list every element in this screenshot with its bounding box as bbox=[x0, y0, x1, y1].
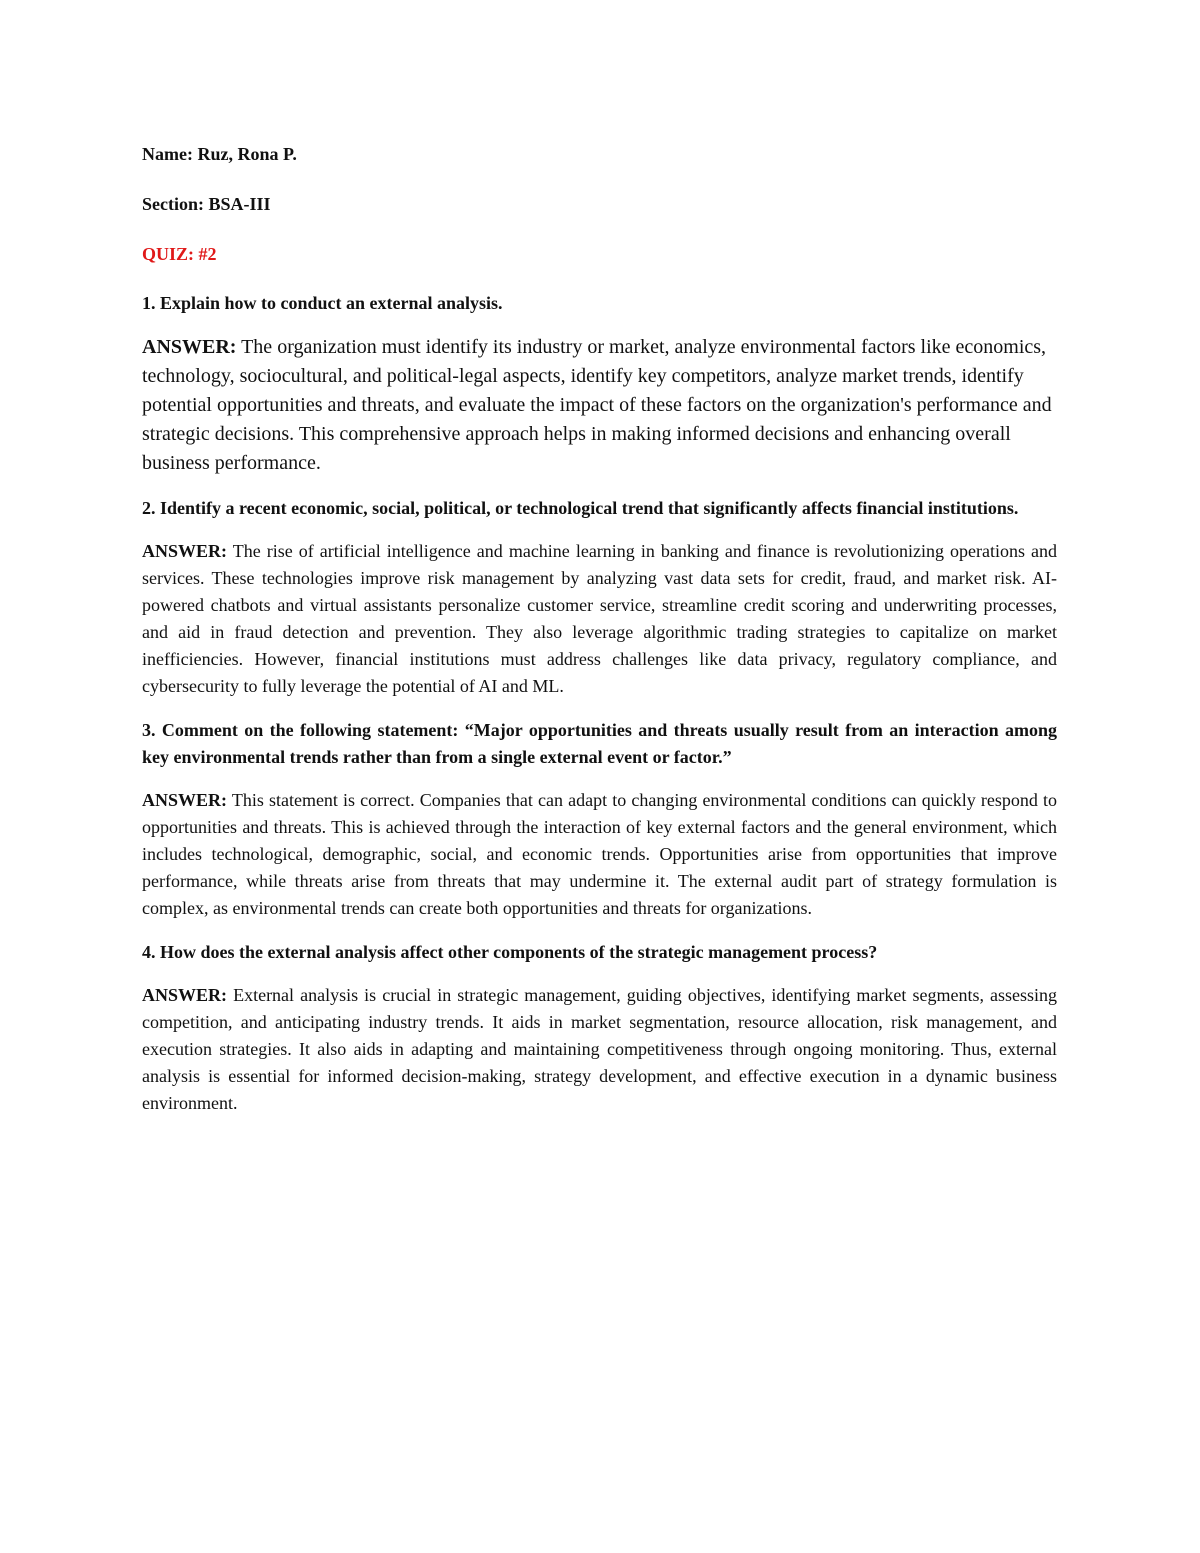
section-value: BSA-III bbox=[208, 194, 271, 214]
answer-text: The organization must identify its industry or market, analyze environmental factors like economics, technology, sociocultural, and political-legal aspects, identify key competitors, analyze market trends, identify potential opportunities and threats, and evaluate the impact of these factors on the organization's performance and strategic decisions. This comprehensive approach helps in making informed decisions and enhancing overall business performance. bbox=[142, 336, 1052, 474]
answer-3 bbox=[142, 787, 1057, 922]
quiz-label: QUIZ: bbox=[142, 244, 195, 264]
answer-text: External analysis is crucial in strategic management, guiding objectives, identifying market segments, assessing competition, and anticipating industry trends. It aids in market segmentation, resource allocation, risk management, and execution strategies. It also aids in adapting and maintaining competitiveness through ongoing monitoring. Thus, external analysis is essential for informed decision-making, strategy development, and effective execution in a dynamic business environment. bbox=[142, 985, 1058, 1113]
quiz-value: #2 bbox=[198, 244, 217, 264]
answer-1 bbox=[142, 333, 1057, 478]
name-line bbox=[142, 140, 1057, 168]
section-line bbox=[142, 190, 1057, 218]
question-2: 2. Identify a recent economic, social, political, or technological trend that significantly affects financial institutions. bbox=[142, 498, 1019, 518]
answer-text: This statement is correct. Companies that can adapt to changing environmental conditions can quickly respond to opportunities and threats. This is achieved through the interaction of key external factors and the general environment, which includes technological, demographic, social, and economic trends. Opportunities arise from opportunities that improve performance, while threats arise from threats that may undermine it. The external audit part of strategy formulation is complex, as environmental trends can create both opportunities and threats for organizations. bbox=[142, 790, 1057, 918]
answer-2 bbox=[142, 538, 1057, 700]
question-3: 3. Comment on the following statement: “Major opportunities and threats usually result from an interaction among key environmental trends rather than from a single external event or factor.” bbox=[142, 720, 1057, 767]
question-1: 1. Explain how to conduct an external analysis. bbox=[142, 293, 503, 313]
quiz-line bbox=[142, 240, 1057, 268]
section-label: Section: bbox=[142, 194, 204, 214]
name-label: Name: bbox=[142, 144, 193, 164]
answer-text: The rise of artificial intelligence and machine learning in banking and finance is revolutionizing operations and services. These technologies improve risk management by analyzing vast data sets for credit, fraud, and market risk. AI-powered chatbots and virtual assistants personalize customer service, streamline credit scoring and underwriting processes, and aid in fraud detection and prevention. They also leverage algorithmic trading strategies to capitalize on market inefficiencies. However, financial institutions must address challenges like data privacy, regulatory compliance, and cybersecurity to fully leverage the potential of AI and ML. bbox=[142, 541, 1057, 696]
name-value: Ruz, Rona P. bbox=[197, 144, 297, 164]
document-body bbox=[142, 140, 1057, 1134]
answer-label: ANSWER: bbox=[142, 985, 228, 1005]
answer-label: ANSWER: bbox=[142, 541, 228, 561]
answer-label: ANSWER: bbox=[142, 790, 228, 810]
answer-label: ANSWER: bbox=[142, 336, 237, 358]
question-4: 4. How does the external analysis affect other components of the strategic management process? bbox=[142, 942, 878, 962]
answer-4 bbox=[142, 982, 1057, 1117]
